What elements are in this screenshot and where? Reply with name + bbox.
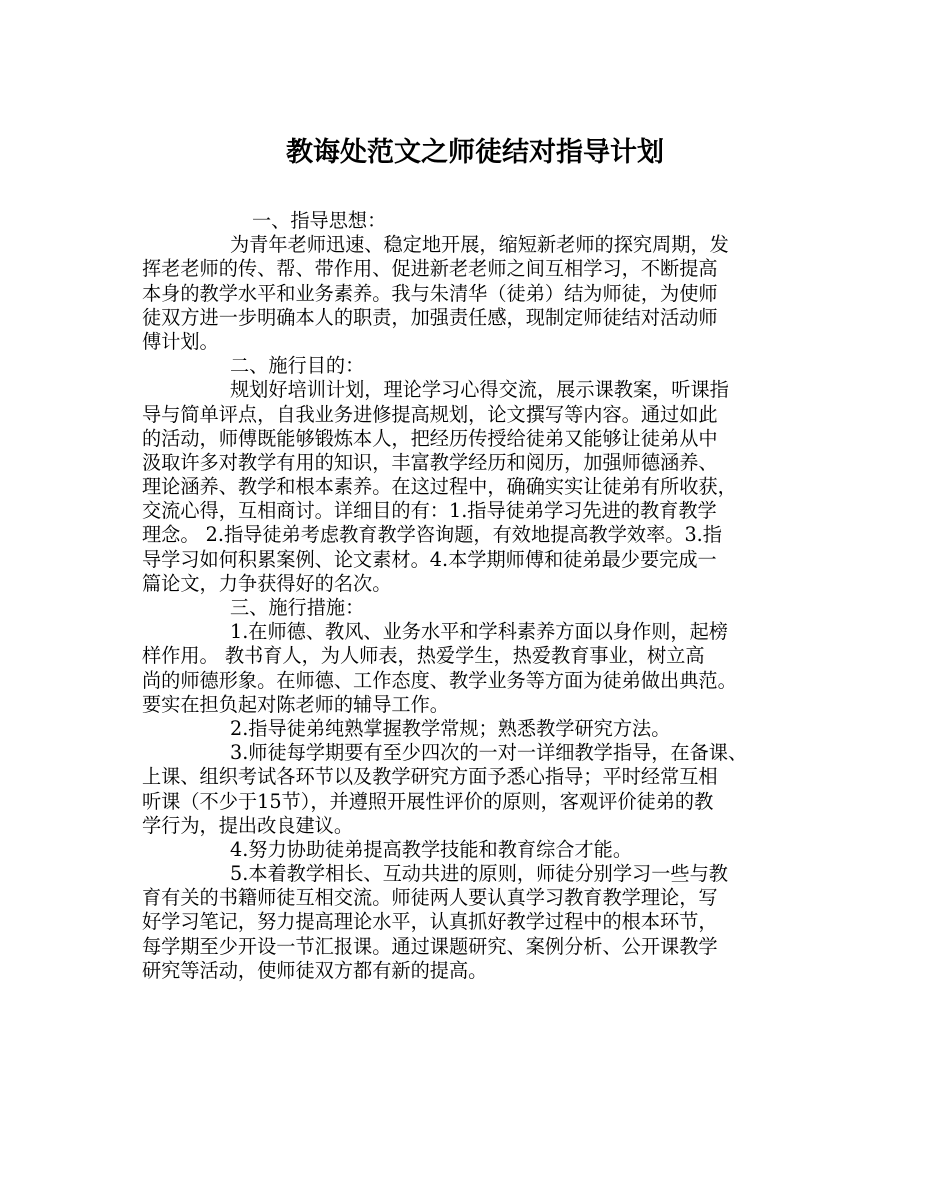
paragraph-line: 4.努力协助徒弟提高教学技能和教育综合才能。: [230, 837, 633, 861]
paragraph-line: 汲取许多对教学有用的知识，丰富教学经历和阅历，加强师德涵养、: [142, 450, 718, 474]
section-heading-guiding-thought: 一、指导思想：: [252, 209, 387, 232]
paragraph-line: 徒双方进一步明确本人的职责，加强责任感，现制定师徒结对活动师: [142, 305, 718, 329]
document-title: 教诲处范文之师徒结对指导计划: [286, 137, 664, 168]
paragraph-line: 尚的师德形象。在师德、工作态度、教学业务等方面为徒弟做出典范。: [142, 668, 737, 692]
paragraph-line: 学行为，提出改良建议。: [142, 813, 354, 837]
paragraph-line: 上课、组织考试各环节以及教学研究方面予悉心指导；平时经常互相: [142, 765, 718, 789]
paragraph-line: 篇论文，力争获得好的名次。: [142, 571, 392, 595]
paragraph-line: 听课（不少于15节），并遵照开展性评价的原则，客观评价徒弟的教: [142, 789, 714, 813]
section-heading-measures: 三、施行措施：: [230, 596, 365, 619]
paragraph-line: 导与简单评点，自我业务进修提高规划，论文撰写等内容。通过如此: [142, 402, 718, 426]
paragraph-line: 理论涵养、教学和根本素养。在这过程中，确确实实让徒弟有所收获，: [142, 475, 737, 499]
paragraph-line: 导学习如何积累案例、论文素材。4.本学期师傅和徒弟最少要完成一: [142, 547, 717, 571]
paragraph-line: 5.本着教学相长、互动共进的原则，师徒分别学习一些与教: [230, 862, 728, 886]
paragraph-line: 样作用。 教书育人，为人师表，热爱学生，热爱教育事业，树立高: [142, 644, 705, 668]
paragraph-line: 育有关的书籍师徒互相交流。师徒两人要认真学习教育教学理论，写: [142, 886, 718, 910]
paragraph-line: 3.师徒每学期要有至少四次的一对一详细教学指导，在备课、: [230, 741, 748, 765]
paragraph-line: 为青年老师迅速、稳定地开展，缩短新老师的探究周期，发: [230, 233, 729, 257]
paragraph-line: 研究等活动，使师徒双方都有新的提高。: [142, 958, 488, 982]
paragraph-line: 交流心得，互相商讨。详细目的有：1.指导徒弟学习先进的教育教学: [142, 499, 717, 523]
paragraph-line: 1.在师德、教风、业务水平和学科素养方面以身作则，起榜: [230, 620, 728, 644]
paragraph-line: 好学习笔记，努力提高理论水平，认真抓好教学过程中的根本环节，: [142, 910, 718, 934]
paragraph-line: 要实在担负起对陈老师的辅导工作。: [142, 692, 449, 716]
paragraph-line: 本身的教学水平和业务素养。我与朱清华（徒弟）结为师徒，为使师: [142, 281, 718, 305]
paragraph-line: 理念。 2.指导徒弟考虑教育教学咨询题，有效地提高教学效率。3.指: [142, 523, 722, 547]
paragraph-line: 傅计划。: [142, 329, 219, 353]
paragraph-line: 2.指导徒弟纯熟掌握教学常规；熟悉教学研究方法。: [230, 716, 671, 740]
document-body: [142, 209, 820, 983]
paragraph-line: 的活动，师傅既能够锻炼本人，把经历传授给徒弟又能够让徒弟从中: [142, 426, 718, 450]
paragraph-line: 规划好培训计划，理论学习心得交流，展示课教案，听课指: [230, 378, 729, 402]
paragraph-line: 每学期至少开设一节汇报课。通过课题研究、案例分析、公开课教学: [142, 934, 718, 958]
section-heading-objectives: 二、施行目的：: [230, 354, 365, 378]
paragraph-line: 挥老老师的传、帮、带作用、促进新老老师之间互相学习，不断提高: [142, 257, 718, 281]
